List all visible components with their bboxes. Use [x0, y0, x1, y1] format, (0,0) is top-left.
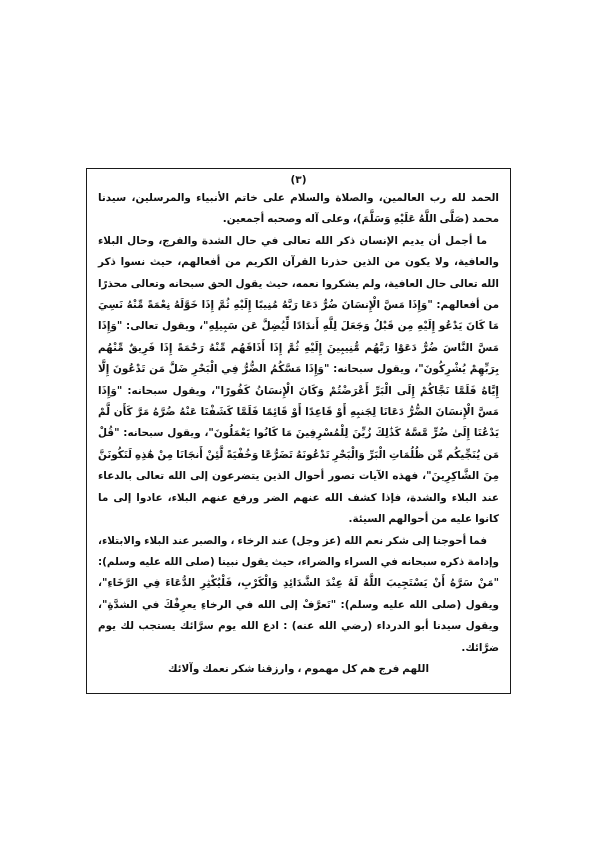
opening-paragraph: الحمد لله رب العالمين، والصلاة والسلام على خاتم الأنبياء والمرسلين، سيدنا محمد (صَلَّى اللَّهُ عَلَيْهِ وَسَلَّمَ)، وعلى آله وصحبه أجمعين. — [98, 192, 499, 226]
page-number: (٣) — [290, 174, 307, 186]
gratitude-paragraph: فما أحوجنا إلى شكر نعم الله (عز وجل) عند الرخاء ، والصبر عند البلاء والابتلاء، وإدامة ذكره سبحانه في السراء والضراء، حيث يقول نبينا (صلى الله عليه وسلم): "مَنْ سَرَّهُ أَنْ يَسْتَجِيبَ اللَّهُ لَهُ عِنْدَ الشَّدَائِدِ وَالْكَرْبِ، فَلْيُكْثِرِ الدُّعَاءَ فِي الرَّخَاءِ"، ويقول (صلى الله عليه وسلم): "تَعرَّفْ إلى الله في الرخاءِ يعرِفْكَ في الشدَّةِ"، ويقول سيدنا أبو الدرداء (رضي الله عنه) : ادع الله يوم سرَّائك يستجب لك يوم ضرَّائك. — [98, 534, 499, 654]
body-paragraph: ما أجمل أن يديم الإنسان ذكر الله تعالى في حال الشدة والفرج، وحال البلاء والعافية، ولا يكون من الذين حذرنا القرآن الكريم من أفعالهم، حيث نسوا ذكر الله تعالى حال العافية، ولم يشكروا نعمه، حيث يقول الحق سبحانه وتعالى محذرًا من أفعالهم: "وَإِذَا مَسَّ الْإِنسَانَ ضُرٌّ دَعَا رَبَّهُ مُنِيبًا إِلَيْهِ ثُمَّ إِذَا خَوَّلَهُ نِعْمَةً مِّنْهُ نَسِيَ مَا كَانَ يَدْعُو إِلَيْهِ مِن قَبْلُ وَجَعَلَ لِلَّهِ أَندَادًا لِّيُضِلَّ عَن سَبِيلِهِ"، ويقول تعالى: "وَإِذَا مَسَّ النَّاسَ ضُرٌّ دَعَوْا رَبَّهُم مُّنِيبِينَ إِلَيْهِ ثُمَّ إِذَا أَذَاقَهُم مِّنْهُ رَحْمَةً إِذَا فَرِيقٌ مِّنْهُم بِرَبِّهِمْ يُشْرِكُونَ"، ويقول سبحانه: "وَإِذَا مَسَّكُمُ الضُّرُّ فِي الْبَحْرِ ضَلَّ مَن تَدْعُونَ إِلَّا إِيَّاهُ فَلَمَّا نَجَّاكُمْ إِلَى الْبَرِّ أَعْرَضْتُمْ وَكَانَ الْإِنسَانُ كَفُورًا"، ويقول سبحانه: "وَإِذَا مَسَّ الْإِنسَانَ الضُّرُّ دَعَانَا لِجَنبِهِ أَوْ قَاعِدًا أَوْ قَائِمًا فَلَمَّا كَشَفْنَا عَنْهُ ضُرَّهُ مَرَّ كَأَن لَّمْ يَدْعُنَا إِلَىٰ ضُرٍّ مَّسَّهُ كَذَٰلِكَ زُيِّنَ لِلْمُسْرِفِينَ مَا كَانُوا يَعْمَلُونَ"، ويقول سبحانه: "قُلْ مَن يُنَجِّيكُم مِّن ظُلُمَاتِ الْبَرِّ وَالْبَحْرِ تَدْعُونَهُ تَضَرُّعًا وَخُفْيَةً لَّئِنْ أَنجَانَا مِنْ هَٰذِهِ لَنَكُونَنَّ مِنَ الشَّاكِرِينَ"، فهذه الآيات تصور أحوال الذين يتضرعون إلى الله تعالى بالدعاء عند البلاء والشدة، فإذا كشف الله عنهم الضر ورفع عنهم البلاء، عادوا إلى ما كانوا عليه من أحوالهم السيئة. — [98, 234, 499, 526]
page-frame — [86, 168, 511, 694]
closing-supplication: اللهم فرج هم كل مهموم ، وارزقنا شكر نعمك وآلائك — [167, 662, 430, 675]
